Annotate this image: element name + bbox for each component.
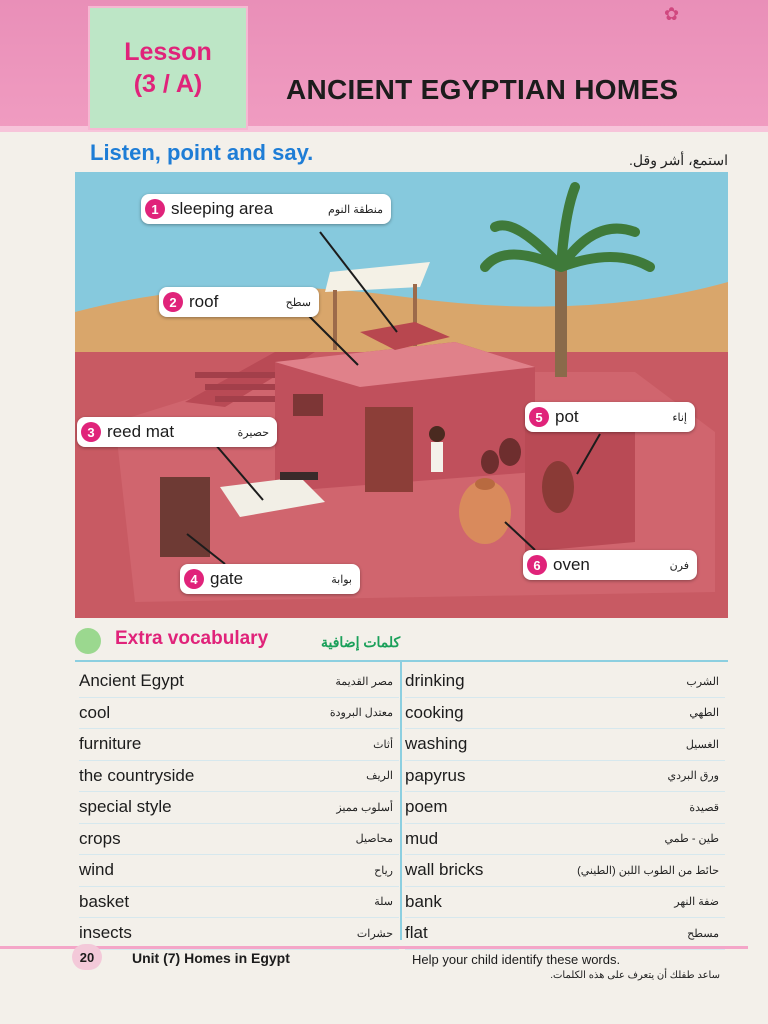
label-number: 1 xyxy=(145,199,165,219)
vocab-row xyxy=(405,824,725,856)
footer-divider xyxy=(0,946,748,949)
instruction-english: Listen, point and say. xyxy=(90,140,314,165)
page-number: 20 xyxy=(72,944,102,970)
label-arabic: إناء xyxy=(672,411,687,424)
vocab-english: bank xyxy=(405,891,442,911)
vocab-row xyxy=(79,761,399,793)
vocab-arabic: الشرب xyxy=(686,675,719,688)
label-english: oven xyxy=(553,555,590,574)
vocab-row xyxy=(405,666,725,698)
vocab-english: cool xyxy=(79,702,111,722)
label-arabic: حصيرة xyxy=(237,426,269,439)
vocab-english: crops xyxy=(79,828,121,848)
label-english: sleeping area xyxy=(171,199,274,218)
vocab-arabic: طين - طمي xyxy=(664,833,719,846)
vocab-row xyxy=(405,855,725,887)
label-arabic: منطقة النوم xyxy=(328,203,383,216)
section-marker-icon xyxy=(75,628,101,654)
label-english: roof xyxy=(189,292,219,311)
egyptian-house-illustration xyxy=(75,172,728,618)
vocab-english: basket xyxy=(79,891,130,911)
vocab-english: washing xyxy=(405,734,468,754)
vocab-arabic: أسلوب مميز xyxy=(336,801,393,814)
vocab-english: the countryside xyxy=(79,765,195,785)
label-number: 2 xyxy=(163,292,183,312)
vocab-arabic: مسطح xyxy=(687,927,719,940)
vocab-english: special style xyxy=(79,797,172,817)
vocab-english: wind xyxy=(79,860,114,880)
label-number: 6 xyxy=(527,555,547,575)
label-english: pot xyxy=(555,407,579,426)
extra-vocabulary-title-arabic: كلمات إضافية xyxy=(321,634,401,650)
vocabulary-column-right xyxy=(405,666,725,950)
vocab-arabic: معتدل البرودة xyxy=(329,707,393,720)
lesson-number: (3 / A) xyxy=(133,70,203,98)
extra-vocabulary-header xyxy=(75,624,728,658)
label-english: gate xyxy=(210,569,244,588)
vocab-arabic: مصر القديمة xyxy=(335,675,393,688)
label-arabic: فرن xyxy=(669,559,689,572)
vocab-arabic: الغسيل xyxy=(685,738,719,751)
vocab-english: furniture xyxy=(79,734,142,754)
label-arabic: سطح xyxy=(285,296,311,309)
vocab-row xyxy=(79,698,399,730)
vocab-arabic: سلة xyxy=(374,896,393,909)
scene-label-pot[interactable] xyxy=(525,402,695,432)
scene-label-roof[interactable] xyxy=(159,287,319,317)
vocab-row xyxy=(405,761,725,793)
vocab-english: poem xyxy=(405,797,448,817)
vocab-row xyxy=(79,887,399,919)
page-title: ANCIENT EGYPTIAN HOMES xyxy=(286,74,679,105)
vocab-arabic: الريف xyxy=(366,770,393,783)
label-arabic: بوابة xyxy=(331,573,352,586)
vocab-row xyxy=(79,824,399,856)
vocab-arabic: ضفة النهر xyxy=(674,896,719,909)
vocab-row xyxy=(79,792,399,824)
vocabulary-table xyxy=(75,660,728,943)
vocab-english: mud xyxy=(405,828,439,848)
vocab-row xyxy=(405,887,725,919)
vocab-arabic: رياح xyxy=(374,864,393,877)
unit-title: Unit (7) Homes in Egypt xyxy=(132,950,290,966)
instruction-arabic: استمع، أشر وقل. xyxy=(629,152,728,168)
vocab-english: flat xyxy=(405,923,428,943)
vocab-english: drinking xyxy=(405,671,465,691)
label-number: 3 xyxy=(81,422,101,442)
vocab-row xyxy=(79,729,399,761)
vocab-row xyxy=(405,729,725,761)
column-divider xyxy=(400,662,402,940)
vocab-row xyxy=(405,918,725,950)
scene-label-gate[interactable] xyxy=(180,564,360,594)
vocab-arabic: ورق البردي xyxy=(667,770,719,783)
vocab-english: insects xyxy=(79,923,132,943)
vocab-english: papyrus xyxy=(405,765,466,785)
vocab-arabic: الطهي xyxy=(689,707,719,720)
vocab-arabic: حشرات xyxy=(356,927,393,940)
label-english: reed mat xyxy=(107,422,175,441)
vocab-arabic: قصيدة xyxy=(689,801,719,814)
vocab-english: Ancient Egypt xyxy=(79,671,184,691)
parent-note-english: Help your child identify these words. xyxy=(412,952,621,967)
vocab-arabic: أثاث xyxy=(373,738,393,751)
vocab-row xyxy=(79,918,399,950)
vocab-english: wall bricks xyxy=(405,860,484,880)
label-number: 5 xyxy=(529,407,549,427)
extra-vocabulary-title: Extra vocabulary xyxy=(115,628,269,649)
lesson-word: Lesson xyxy=(124,38,212,66)
scene-label-reed-mat[interactable] xyxy=(77,417,277,447)
vocab-arabic: محاصيل xyxy=(355,833,393,846)
vocab-row xyxy=(79,666,399,698)
vocabulary-column-left xyxy=(79,666,399,950)
vocab-row xyxy=(405,698,725,730)
scene-label-oven[interactable] xyxy=(523,550,697,580)
vocab-row xyxy=(79,855,399,887)
vocab-row xyxy=(405,792,725,824)
vocab-arabic: حائط من الطوب اللبن (الطيني) xyxy=(577,864,719,877)
lesson-box xyxy=(88,6,248,130)
flower-icon: ✿ xyxy=(664,4,680,24)
label-number: 4 xyxy=(184,569,204,589)
parent-note-arabic: ساعد طفلك أن يتعرف على هذه الكلمات. xyxy=(550,970,720,981)
scene-label-sleeping-area[interactable] xyxy=(141,194,391,224)
vocab-english: cooking xyxy=(405,702,464,722)
